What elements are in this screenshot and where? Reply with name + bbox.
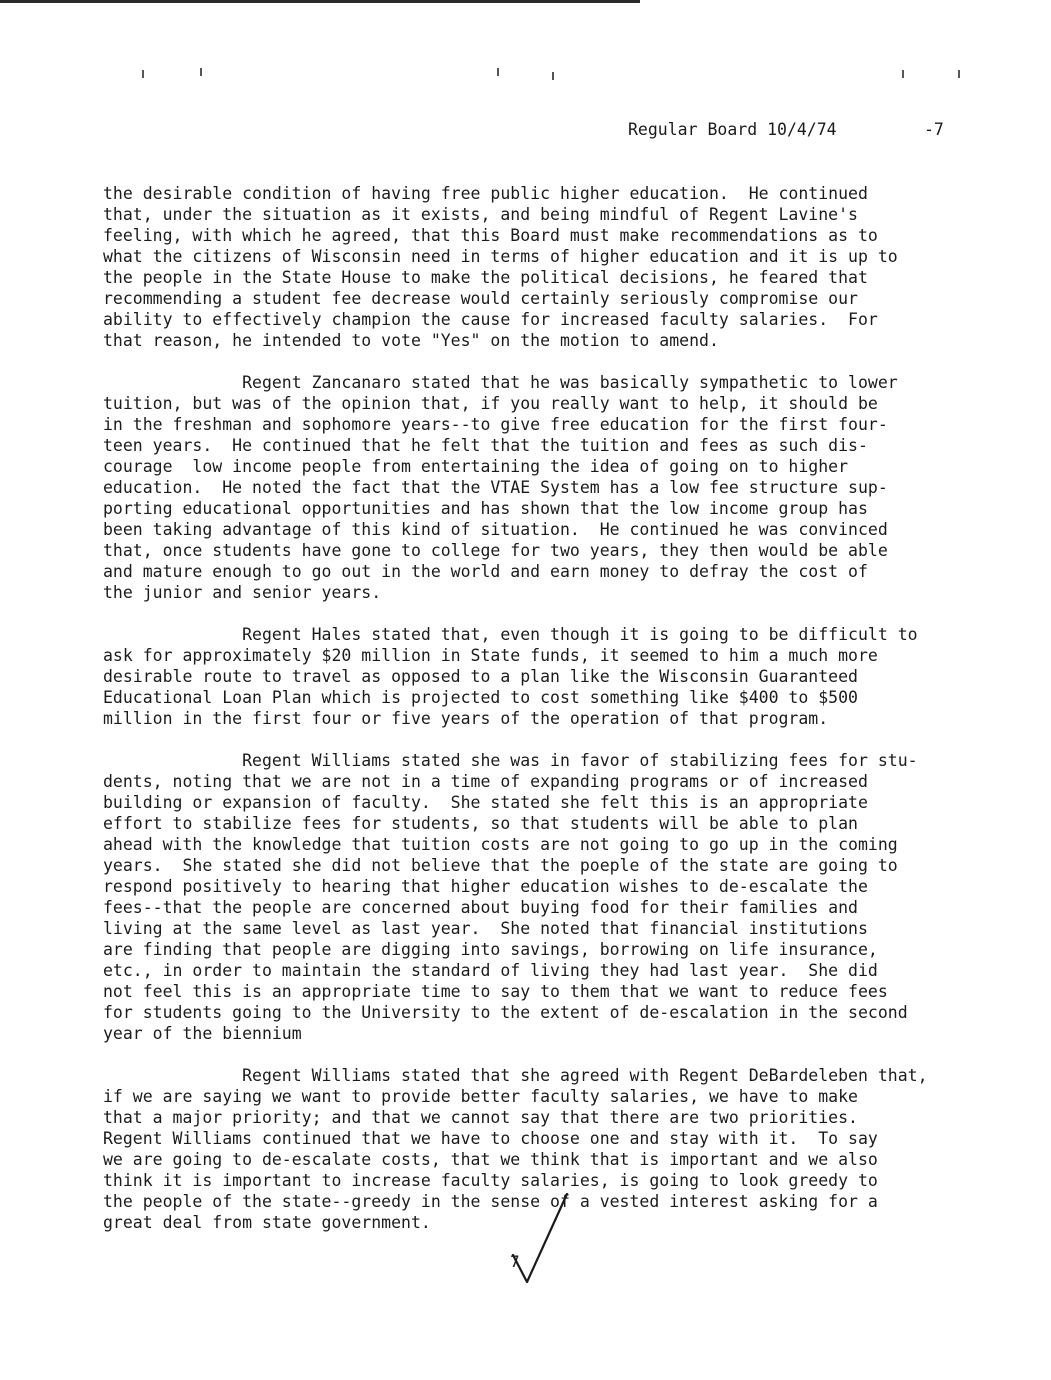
scan-artifact	[958, 70, 960, 78]
page-number: -7	[924, 120, 944, 139]
running-header: Regular Board 10/4/74	[628, 120, 837, 139]
scan-artifact	[902, 70, 904, 78]
paragraph: Regent Williams stated that she agreed with Regent DeBardeleben that, if we are saying we want to provide better faculty salaries, we have to make that a major priority; and that we cannot say that there are two priorities. Regent Williams continued that we have to choose one and stay with it. To say we are going to de-escalate costs, that we think that is important and we also think it is important to increase faculty salaries, is going to look greedy to the people of the state--greedy in the sense of a vested interest asking for a great deal from state government.	[103, 1066, 928, 1232]
paragraph: Regent Hales stated that, even though it is going to be difficult to ask for approximately $20 million in State funds, it seemed to him a much more desirable route to travel as opposed to a plan like the Wisconsin Guaranteed Educational Loan Plan which is projected to cost something like $400 to $500 million in the first four or five years of the operation of that program.	[103, 625, 918, 728]
document-body	[103, 183, 955, 1254]
paragraph: Regent Williams stated she was in favor of stabilizing fees for stu- dents, noting that we are not in a time of expanding programs or of increased building or expansion of faculty. She stated she felt this is an appropriate effort to stabilize fees for students, so that students will be able to plan ahead with the knowledge that tuition costs are not going to go up in the coming years. She stated she did not believe that the poeple of the state are going to respond positively to hearing that higher education wishes to de-escalate the fees--that the people are concerned about buying food for their families and living at the same level as last year. She noted that financial institutions are finding that people are digging into savings, borrowing on life insurance, etc., in order to maintain the standard of living they had last year. She did not feel this is an appropriate time to say to them that we want to reduce fees for students going to the University to the extent of de-escalation in the second year of the biennium	[103, 751, 918, 1043]
handwritten-check-mark-icon	[505, 1190, 575, 1290]
footer-page-mark: 7	[510, 1252, 520, 1271]
scan-artifact	[497, 68, 499, 76]
paragraph: Regent Zancanaro stated that he was basically sympathetic to lower tuition, but was of the opinion that, if you really want to help, it should be in the freshman and sophomore years--to give free education for the first four- teen years. He continued that he felt that the tuition and fees as such dis- courage low income people from entertaining the idea of going on to higher education. He noted the fact that the VTAE System has a low fee structure sup- porting educational opportunities and has shown that the low income group has been taking advantage of this kind of situation. He continued he was convinced that, once students have gone to college for two years, they then would be able and mature enough to go out in the world and earn money to defray the cost of the junior and senior years.	[103, 373, 898, 602]
scan-artifact	[142, 70, 144, 78]
scan-top-edge	[0, 0, 640, 3]
scan-artifact	[200, 68, 202, 76]
scan-artifact	[552, 72, 554, 80]
paragraph: the desirable condition of having free public higher education. He continued that, under the situation as it exists, and being mindful of Regent Lavine's feeling, with which he agreed, that this Board must make recommendations as to what the citizens of Wisconsin need in terms of higher education and it is up to the people in the State House to make the political decisions, he feared that recommending a student fee decrease would certainly seriously compromise our ability to effectively champion the cause for increased faculty salaries. For that reason, he intended to vote "Yes" on the motion to amend.	[103, 184, 898, 350]
